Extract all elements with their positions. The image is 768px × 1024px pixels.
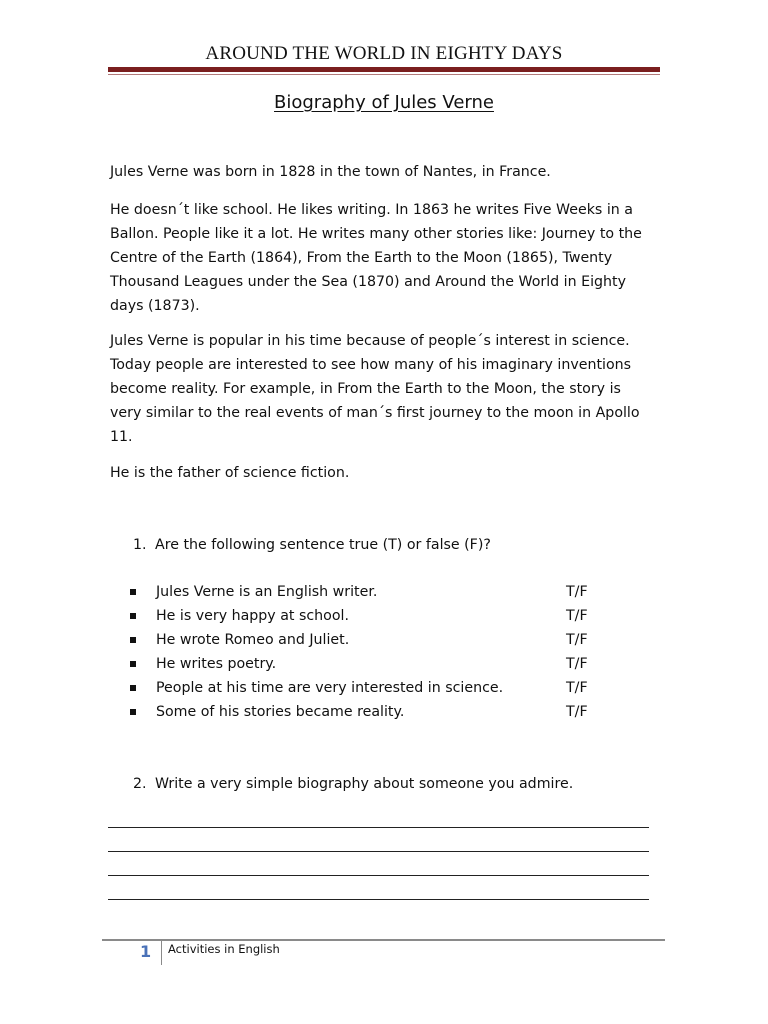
list-item: [130, 580, 610, 604]
exercise-1-prompt: Are the following sentence true (T) or false (F)?: [155, 537, 491, 553]
square-bullet-icon: [130, 685, 136, 691]
tf-statement: He is very happy at school.: [156, 608, 349, 624]
tf-statement: He writes poetry.: [156, 656, 277, 672]
tf-answer: T/F: [566, 680, 588, 696]
exercise-2-number: 2.: [133, 776, 147, 792]
tf-statement: People at his time are very interested in science.: [156, 680, 504, 696]
exercise-1-number: 1.: [133, 537, 147, 553]
exercise-1-question: [133, 533, 491, 557]
tf-answer: T/F: [566, 584, 588, 600]
paragraph-science-fiction: He is the father of science fiction.: [110, 465, 350, 481]
tf-answer: T/F: [566, 704, 588, 720]
paragraph-writing: He doesn´t like school. He likes writing. In 1863 he writes Five Weeks in a Ballon. People like it a lot. He writes many other stories like: Journey to the Centre of the Earth (1864), From the Earth to the Moon (1865), Twenty Thousand Leagues under the Sea (1870) and Around the World in Eighty days (1873).: [110, 202, 642, 314]
header-rule: [108, 67, 660, 72]
footer-rule: [102, 939, 665, 941]
list-item: [130, 652, 610, 676]
exercise-2-question: [133, 772, 573, 796]
true-false-list: [130, 580, 610, 724]
answer-line[interactable]: [108, 827, 649, 828]
tf-statement: Jules Verne is an English writer.: [156, 584, 378, 600]
document-title: [108, 92, 660, 113]
exercise-2-prompt: Write a very simple biography about someone you admire.: [155, 776, 574, 792]
tf-statement: Some of his stories became reality.: [156, 704, 405, 720]
header-title: AROUND THE WORLD IN EIGHTY DAYS: [205, 43, 563, 64]
list-item: [130, 628, 610, 652]
page-number: 1: [140, 942, 152, 961]
tf-statement: He wrote Romeo and Juliet.: [156, 632, 350, 648]
square-bullet-icon: [130, 589, 136, 595]
footer-text: Activities in English: [168, 942, 280, 956]
square-bullet-icon: [130, 661, 136, 667]
tf-answer: T/F: [566, 632, 588, 648]
footer-divider: [161, 941, 162, 965]
answer-line[interactable]: [108, 851, 649, 852]
answer-line[interactable]: [108, 899, 649, 900]
square-bullet-icon: [130, 613, 136, 619]
list-item: [130, 676, 610, 700]
paragraph-popularity: Jules Verne is popular in his time because of people´s interest in science. Today people are interested to see how many of his imaginary inventions become reality. For example, in From the Earth to the Moon, the story is very similar to the real events of man´s first journey to the moon in Apollo 11.: [110, 333, 640, 445]
answer-line[interactable]: [108, 875, 649, 876]
square-bullet-icon: [130, 637, 136, 643]
list-item: [130, 700, 610, 724]
paragraph-birth: Jules Verne was born in 1828 in the town of Nantes, in France.: [110, 164, 551, 180]
square-bullet-icon: [130, 709, 136, 715]
tf-answer: T/F: [566, 656, 588, 672]
list-item: [130, 604, 610, 628]
header-rule-thin: [108, 74, 660, 75]
tf-answer: T/F: [566, 608, 588, 624]
document-title-text: Biography of Jules Verne: [274, 92, 494, 113]
